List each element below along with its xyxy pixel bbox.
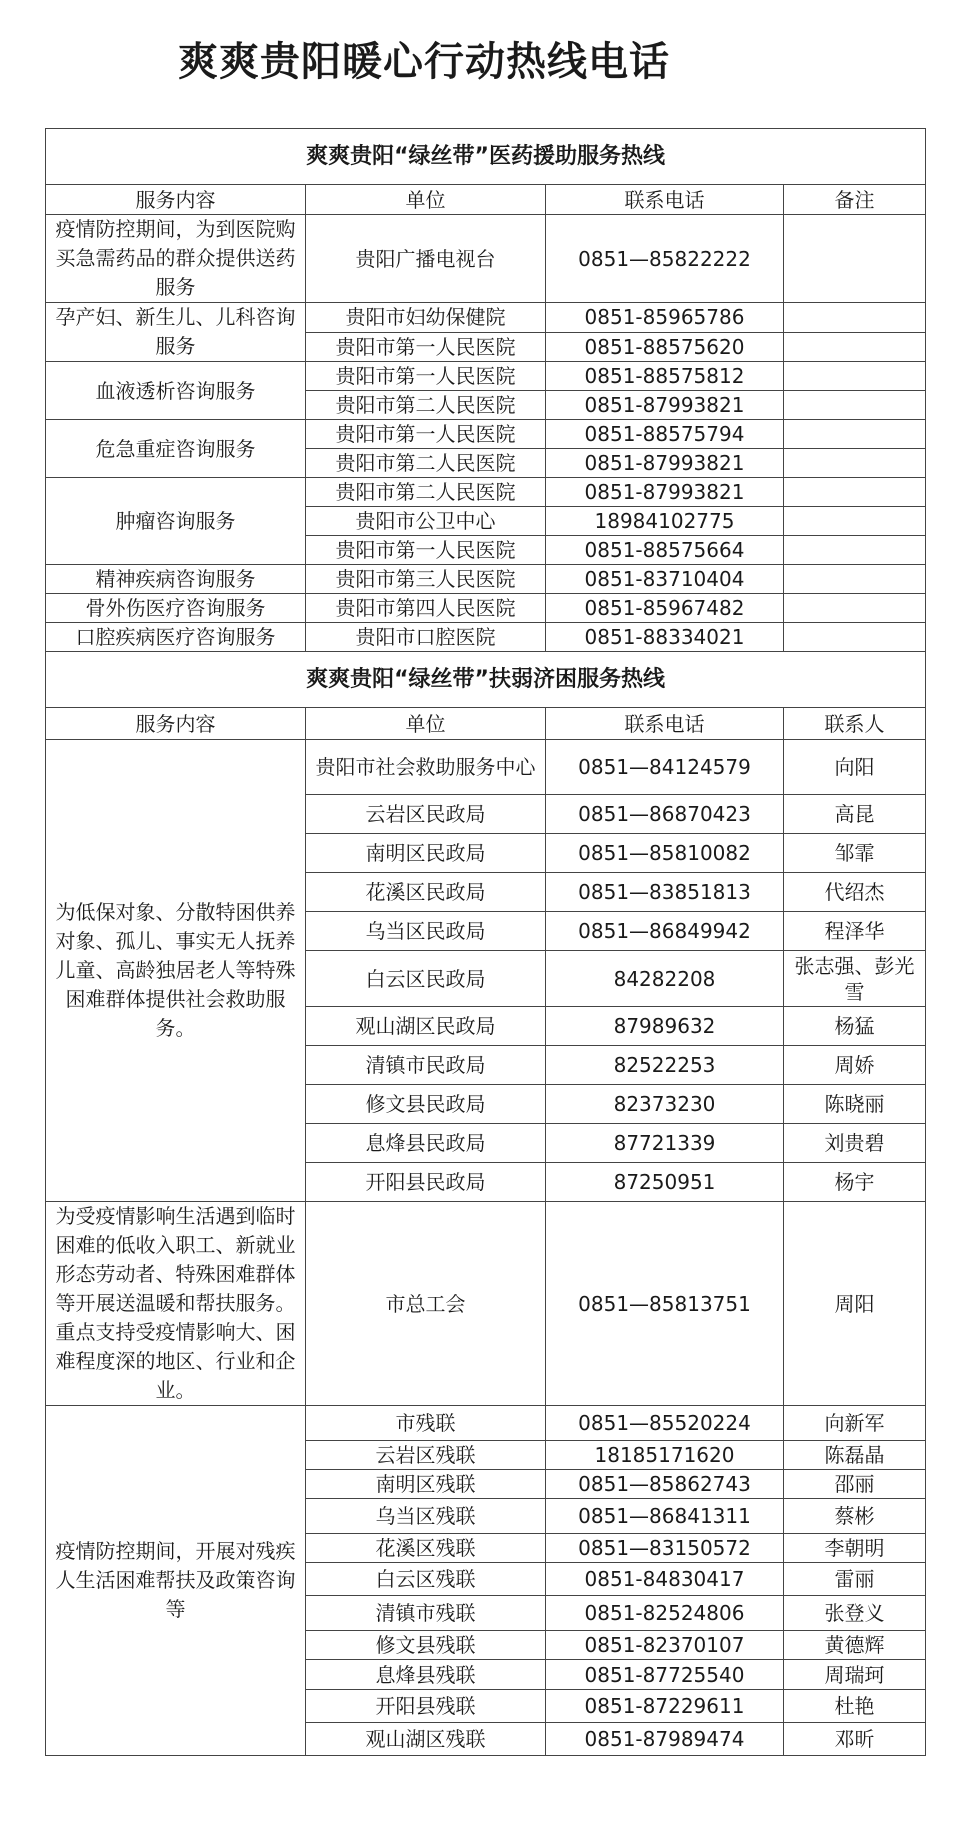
unit-cell: 息烽县民政局 (306, 1124, 546, 1163)
service-content: 为受疫情影响生活遇到临时困难的低收入职工、新就业形态劳动者、特殊困难群体等开展送温暖和帮扶服务。重点支持受疫情影响大、困难程度深的地区、行业和企业。 (46, 1202, 306, 1406)
phone-cell: 18185171620 (546, 1441, 784, 1470)
contact-cell: 杨猛 (784, 1007, 926, 1046)
note-cell (784, 303, 926, 333)
phone-cell: 0851-88575794 (546, 420, 784, 449)
hotline-table (45, 128, 926, 1756)
phone-cell: 82373230 (546, 1085, 784, 1124)
unit-cell: 开阳县民政局 (306, 1163, 546, 1202)
unit-cell: 贵阳市第四人民医院 (306, 594, 546, 623)
service-content: 口腔疾病医疗咨询服务 (46, 623, 306, 652)
phone-cell: 84282208 (546, 951, 784, 1007)
contact-cell: 周娇 (784, 1046, 926, 1085)
service-content: 血液透析咨询服务 (46, 362, 306, 420)
unit-cell: 贵阳市公卫中心 (306, 507, 546, 536)
contact-cell: 程泽华 (784, 912, 926, 951)
note-cell (784, 565, 926, 594)
unit-cell: 贵阳市社会救助服务中心 (306, 740, 546, 795)
contact-cell: 杜艳 (784, 1690, 926, 1723)
page-title: 爽爽贵阳暖心行动热线电话 (178, 39, 670, 85)
header-phone: 联系电话 (546, 185, 784, 215)
table-row (46, 740, 926, 795)
unit-cell: 云岩区残联 (306, 1441, 546, 1470)
contact-cell: 邹霏 (784, 834, 926, 873)
unit-cell: 贵阳市第三人民医院 (306, 565, 546, 594)
phone-cell: 82522253 (546, 1046, 784, 1085)
phone-cell: 18984102775 (546, 507, 784, 536)
unit-cell: 南明区残联 (306, 1470, 546, 1499)
unit-cell: 修文县民政局 (306, 1085, 546, 1124)
phone-cell: 87989632 (546, 1007, 784, 1046)
unit-cell: 花溪区民政局 (306, 873, 546, 912)
section-title: 爽爽贵阳“绿丝带”扶弱济困服务热线 (46, 652, 926, 708)
unit-cell: 贵阳市第二人民医院 (306, 449, 546, 478)
header-phone: 联系电话 (546, 708, 784, 740)
note-cell (784, 594, 926, 623)
phone-cell: 0851-88575620 (546, 332, 784, 362)
note-cell (784, 391, 926, 420)
contact-cell: 周阳 (784, 1202, 926, 1406)
contact-cell: 蔡彬 (784, 1499, 926, 1534)
table-row (46, 478, 926, 507)
section-title: 爽爽贵阳“绿丝带”医药援助服务热线 (46, 129, 926, 185)
contact-cell: 代绍杰 (784, 873, 926, 912)
contact-cell: 张登义 (784, 1596, 926, 1631)
contact-cell: 李朝明 (784, 1534, 926, 1563)
unit-cell: 云岩区民政局 (306, 795, 546, 834)
phone-cell: 0851-87229611 (546, 1690, 784, 1723)
unit-cell: 白云区残联 (306, 1563, 546, 1596)
note-cell (784, 332, 926, 362)
phone-cell: 0851-87993821 (546, 449, 784, 478)
phone-cell: 0851—85822222 (546, 215, 784, 303)
service-content: 肿瘤咨询服务 (46, 478, 306, 565)
phone-cell: 0851—85520224 (546, 1406, 784, 1441)
unit-cell: 贵阳广播电视台 (306, 215, 546, 303)
unit-cell: 观山湖区民政局 (306, 1007, 546, 1046)
phone-cell: 0851—86849942 (546, 912, 784, 951)
unit-cell: 清镇市民政局 (306, 1046, 546, 1085)
phone-cell: 0851-82524806 (546, 1596, 784, 1631)
unit-cell: 花溪区残联 (306, 1534, 546, 1563)
contact-cell: 黄德辉 (784, 1631, 926, 1660)
contact-cell: 张志强、彭光雪 (784, 951, 926, 1007)
header-note: 备注 (784, 185, 926, 215)
header-unit: 单位 (306, 708, 546, 740)
table-row (46, 215, 926, 303)
phone-cell: 0851-87989474 (546, 1723, 784, 1756)
table-row (46, 565, 926, 594)
phone-cell: 0851—83851813 (546, 873, 784, 912)
contact-cell: 陈晓丽 (784, 1085, 926, 1124)
service-content: 疫情防控期间，开展对残疾人生活困难帮扶及政策咨询等 (46, 1406, 306, 1756)
table-row (46, 1202, 926, 1406)
header-service: 服务内容 (46, 708, 306, 740)
phone-cell: 0851—85862743 (546, 1470, 784, 1499)
service-content: 骨外伤医疗咨询服务 (46, 594, 306, 623)
unit-cell: 息烽县残联 (306, 1660, 546, 1690)
unit-cell: 贵阳市第一人民医院 (306, 420, 546, 449)
phone-cell: 0851—84124579 (546, 740, 784, 795)
unit-cell: 南明区民政局 (306, 834, 546, 873)
phone-cell: 87721339 (546, 1124, 784, 1163)
unit-cell: 乌当区残联 (306, 1499, 546, 1534)
header-contact: 联系人 (784, 708, 926, 740)
phone-cell: 0851-83710404 (546, 565, 784, 594)
note-cell (784, 449, 926, 478)
table-row (46, 303, 926, 333)
phone-cell: 0851-84830417 (546, 1563, 784, 1596)
phone-cell: 0851-87993821 (546, 478, 784, 507)
note-cell (784, 478, 926, 507)
note-cell (784, 623, 926, 652)
phone-cell: 0851—86841311 (546, 1499, 784, 1534)
unit-cell: 贵阳市口腔医院 (306, 623, 546, 652)
table-row (46, 1406, 926, 1441)
service-content: 精神疾病咨询服务 (46, 565, 306, 594)
contact-cell: 雷丽 (784, 1563, 926, 1596)
unit-cell: 清镇市残联 (306, 1596, 546, 1631)
unit-cell: 贵阳市第一人民医院 (306, 362, 546, 391)
phone-cell: 0851-88575812 (546, 362, 784, 391)
unit-cell: 乌当区民政局 (306, 912, 546, 951)
service-content: 孕产妇、新生儿、儿科咨询服务 (46, 303, 306, 362)
unit-cell: 修文县残联 (306, 1631, 546, 1660)
phone-cell: 0851—85813751 (546, 1202, 784, 1406)
table-row (46, 420, 926, 449)
unit-cell: 白云区民政局 (306, 951, 546, 1007)
contact-cell: 向阳 (784, 740, 926, 795)
phone-cell: 0851-82370107 (546, 1631, 784, 1660)
header-unit: 单位 (306, 185, 546, 215)
phone-cell: 0851-87725540 (546, 1660, 784, 1690)
unit-cell: 贵阳市第一人民医院 (306, 332, 546, 362)
service-content: 危急重症咨询服务 (46, 420, 306, 478)
contact-cell: 陈磊晶 (784, 1441, 926, 1470)
phone-cell: 0851-87993821 (546, 391, 784, 420)
unit-cell: 贵阳市第二人民医院 (306, 391, 546, 420)
phone-cell: 0851-88575664 (546, 536, 784, 565)
contact-cell: 杨宇 (784, 1163, 926, 1202)
phone-cell: 0851-88334021 (546, 623, 784, 652)
note-cell (784, 536, 926, 565)
phone-cell: 0851—86870423 (546, 795, 784, 834)
note-cell (784, 215, 926, 303)
phone-cell: 0851—85810082 (546, 834, 784, 873)
service-content: 为低保对象、分散特困供养对象、孤儿、事实无人抚养儿童、高龄独居老人等特殊困难群体提供社会救助服务。 (46, 740, 306, 1202)
phone-cell: 0851-85967482 (546, 594, 784, 623)
contact-cell: 周瑞珂 (784, 1660, 926, 1690)
table-row (46, 623, 926, 652)
unit-cell: 贵阳市第一人民医院 (306, 536, 546, 565)
unit-cell: 市总工会 (306, 1202, 546, 1406)
service-content: 疫情防控期间，为到医院购买急需药品的群众提供送药服务 (46, 215, 306, 303)
note-cell (784, 420, 926, 449)
header-service: 服务内容 (46, 185, 306, 215)
phone-cell: 0851—83150572 (546, 1534, 784, 1563)
table-row (46, 362, 926, 391)
phone-cell: 0851-85965786 (546, 303, 784, 333)
contact-cell: 高昆 (784, 795, 926, 834)
contact-cell: 向新军 (784, 1406, 926, 1441)
unit-cell: 观山湖区残联 (306, 1723, 546, 1756)
contact-cell: 刘贵碧 (784, 1124, 926, 1163)
unit-cell: 开阳县残联 (306, 1690, 546, 1723)
contact-cell: 邵丽 (784, 1470, 926, 1499)
table-row (46, 594, 926, 623)
contact-cell: 邓昕 (784, 1723, 926, 1756)
note-cell (784, 507, 926, 536)
note-cell (784, 362, 926, 391)
unit-cell: 贵阳市第二人民医院 (306, 478, 546, 507)
unit-cell: 贵阳市妇幼保健院 (306, 303, 546, 333)
phone-cell: 87250951 (546, 1163, 784, 1202)
unit-cell: 市残联 (306, 1406, 546, 1441)
